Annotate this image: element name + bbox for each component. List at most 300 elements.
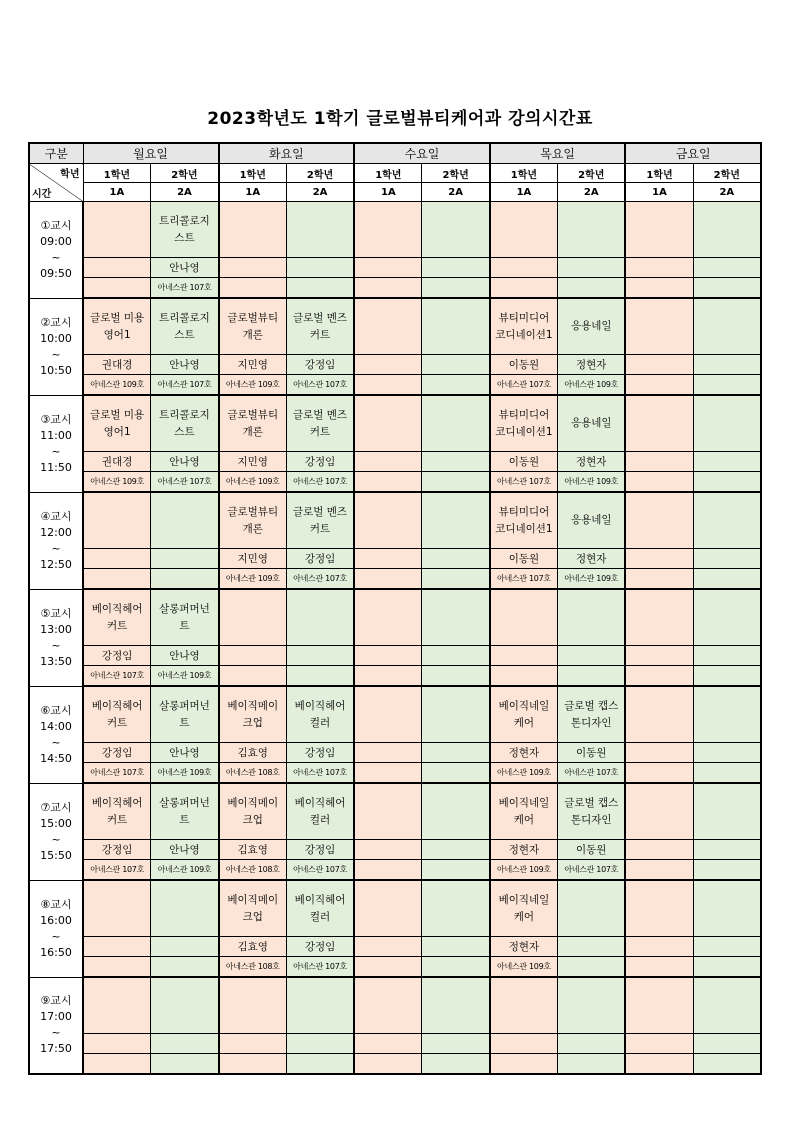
room-cell <box>693 763 761 784</box>
course-cell <box>354 395 422 452</box>
room-cell <box>83 569 151 590</box>
course-cell <box>625 298 693 355</box>
period-course-row <box>29 395 761 452</box>
room-cell: 아네스관 107호 <box>286 860 354 881</box>
year-header: 2학년 <box>558 164 626 183</box>
year-header-row <box>29 164 761 183</box>
professor-cell: 정현자 <box>558 549 626 569</box>
course-cell <box>693 686 761 743</box>
professor-cell <box>558 646 626 666</box>
room-cell <box>693 375 761 396</box>
course-cell <box>422 686 490 743</box>
class-header: 1A <box>83 183 151 202</box>
course-cell <box>354 880 422 937</box>
professor-cell: 이동원 <box>490 452 558 472</box>
course-cell <box>422 977 490 1034</box>
period-sep: ~ <box>51 832 61 846</box>
period-time-cell <box>29 880 83 977</box>
course-cell <box>693 589 761 646</box>
professor-cell <box>625 452 693 472</box>
course-cell <box>286 977 354 1034</box>
course-cell: 베이직네일 케어 <box>490 686 558 743</box>
course-cell <box>422 783 490 840</box>
course-cell: 글로벌 캡스 톤디자인 <box>558 783 626 840</box>
course-cell: 글로벌뷰티 개론 <box>219 395 287 452</box>
period-sep: ~ <box>51 638 61 652</box>
room-cell <box>354 278 422 299</box>
period-time-cell <box>29 395 83 492</box>
course-cell <box>625 492 693 549</box>
course-cell: 베이직네일 케어 <box>490 783 558 840</box>
room-cell: 아네스관 108호 <box>219 860 287 881</box>
professor-cell: 강정임 <box>286 743 354 763</box>
year-header: 1학년 <box>490 164 558 183</box>
professor-cell: 안나영 <box>151 743 219 763</box>
class-header-row <box>29 183 761 202</box>
period-prof-row <box>29 258 761 278</box>
class-header: 1A <box>219 183 287 202</box>
professor-cell <box>625 355 693 375</box>
room-cell: 아네스관 109호 <box>490 860 558 881</box>
class-header: 2A <box>151 183 219 202</box>
period-room-row <box>29 569 761 590</box>
room-cell <box>151 957 219 978</box>
room-cell: 아네스관 108호 <box>219 763 287 784</box>
professor-cell <box>625 1034 693 1054</box>
year-axis-label: 학년 <box>60 169 80 180</box>
professor-cell <box>490 258 558 278</box>
professor-cell <box>83 549 151 569</box>
room-cell: 아네스관 109호 <box>558 472 626 493</box>
room-cell: 아네스관 109호 <box>151 860 219 881</box>
room-cell: 아네스관 107호 <box>286 763 354 784</box>
period-sep: ~ <box>51 347 61 361</box>
room-cell <box>558 278 626 299</box>
course-cell <box>354 202 422 258</box>
course-cell <box>693 202 761 258</box>
room-cell <box>354 375 422 396</box>
room-cell <box>354 472 422 493</box>
professor-cell: 지민영 <box>219 549 287 569</box>
professor-cell <box>151 549 219 569</box>
course-cell <box>219 589 287 646</box>
room-cell <box>422 957 490 978</box>
professor-cell <box>558 937 626 957</box>
course-cell <box>625 783 693 840</box>
period-prof-row <box>29 937 761 957</box>
professor-cell <box>693 840 761 860</box>
room-cell <box>286 278 354 299</box>
period-sep: ~ <box>51 1026 61 1040</box>
professor-cell <box>693 355 761 375</box>
room-cell <box>490 1054 558 1075</box>
course-cell <box>354 783 422 840</box>
period-start: 15:00 <box>40 816 72 830</box>
professor-cell <box>286 258 354 278</box>
room-cell <box>625 666 693 687</box>
professor-cell <box>151 937 219 957</box>
course-cell <box>354 589 422 646</box>
room-cell <box>422 569 490 590</box>
professor-cell <box>354 258 422 278</box>
course-cell: 베이직메이 크업 <box>219 686 287 743</box>
professor-cell <box>422 840 490 860</box>
course-cell: 뷰티미디어 코디네이션1 <box>490 492 558 549</box>
professor-cell <box>219 1034 287 1054</box>
professor-cell: 지민영 <box>219 452 287 472</box>
period-start: 11:00 <box>40 428 72 442</box>
period-prof-row <box>29 1034 761 1054</box>
professor-cell: 안나영 <box>151 646 219 666</box>
course-cell: 살롱퍼머넌 트 <box>151 589 219 646</box>
room-cell <box>693 1054 761 1075</box>
period-sep: ~ <box>51 541 61 555</box>
timetable <box>28 142 762 1075</box>
room-cell: 아네스관 107호 <box>286 957 354 978</box>
year-header: 1학년 <box>354 164 422 183</box>
professor-cell <box>625 549 693 569</box>
year-header: 1학년 <box>625 164 693 183</box>
professor-cell: 강정임 <box>83 743 151 763</box>
course-cell: 응용네일 <box>558 298 626 355</box>
professor-cell <box>83 1034 151 1054</box>
year-header: 1학년 <box>219 164 287 183</box>
room-cell <box>422 472 490 493</box>
course-cell: 베이직헤어 컬러 <box>286 783 354 840</box>
course-cell <box>83 202 151 258</box>
room-cell <box>286 1054 354 1075</box>
professor-cell: 정현자 <box>558 355 626 375</box>
course-cell: 베이직헤어 커트 <box>83 783 151 840</box>
course-cell: 뷰티미디어 코디네이션1 <box>490 395 558 452</box>
professor-cell <box>625 258 693 278</box>
room-cell: 아네스관 109호 <box>83 375 151 396</box>
professor-cell: 강정임 <box>286 452 354 472</box>
professor-cell: 강정임 <box>83 840 151 860</box>
year-header: 2학년 <box>422 164 490 183</box>
room-cell: 아네스관 109호 <box>219 375 287 396</box>
period-room-row <box>29 278 761 299</box>
day-header-row <box>29 143 761 164</box>
period-time-cell <box>29 589 83 686</box>
professor-cell <box>625 840 693 860</box>
course-cell: 글로벌 멘즈 커트 <box>286 492 354 549</box>
year-header: 2학년 <box>151 164 219 183</box>
course-cell <box>625 686 693 743</box>
day-header-tue: 화요일 <box>219 143 355 164</box>
course-cell: 글로벌 미용 영어1 <box>83 298 151 355</box>
professor-cell <box>354 840 422 860</box>
course-cell <box>422 880 490 937</box>
class-header: 2A <box>422 183 490 202</box>
course-cell <box>354 298 422 355</box>
course-cell <box>490 977 558 1034</box>
room-cell <box>422 666 490 687</box>
room-cell <box>83 1054 151 1075</box>
course-cell <box>558 880 626 937</box>
period-period: ⑦교시 <box>40 800 72 814</box>
professor-cell <box>422 646 490 666</box>
course-cell <box>558 589 626 646</box>
course-cell <box>693 395 761 452</box>
period-room-row <box>29 375 761 396</box>
room-cell: 아네스관 107호 <box>490 569 558 590</box>
professor-cell <box>490 646 558 666</box>
room-cell <box>354 860 422 881</box>
professor-cell: 이동원 <box>558 840 626 860</box>
professor-cell <box>693 549 761 569</box>
course-cell: 베이직헤어 컬러 <box>286 686 354 743</box>
period-end: 17:50 <box>40 1042 72 1056</box>
period-start: 16:00 <box>40 913 72 927</box>
room-cell: 아네스관 109호 <box>151 763 219 784</box>
period-prof-row <box>29 840 761 860</box>
course-cell <box>693 977 761 1034</box>
period-period: ⑤교시 <box>40 606 72 620</box>
room-cell: 아네스관 107호 <box>83 860 151 881</box>
room-cell: 아네스관 107호 <box>286 472 354 493</box>
period-start: 12:00 <box>40 525 72 539</box>
room-cell <box>354 763 422 784</box>
professor-cell <box>558 258 626 278</box>
professor-cell: 정현자 <box>490 840 558 860</box>
course-cell: 베이직네일 케어 <box>490 880 558 937</box>
professor-cell <box>422 549 490 569</box>
room-cell <box>83 957 151 978</box>
course-cell: 베이직헤어 컬러 <box>286 880 354 937</box>
professor-cell: 이동원 <box>490 355 558 375</box>
period-time-cell <box>29 492 83 589</box>
professor-cell <box>625 743 693 763</box>
period-time-cell <box>29 298 83 395</box>
professor-cell: 정현자 <box>490 743 558 763</box>
time-axis-label: 시간 <box>32 189 52 200</box>
professor-cell: 강정임 <box>286 549 354 569</box>
professor-cell <box>422 452 490 472</box>
day-header-wed: 수요일 <box>354 143 490 164</box>
professor-cell <box>354 452 422 472</box>
professor-cell: 정현자 <box>490 937 558 957</box>
year-header: 2학년 <box>286 164 354 183</box>
period-prof-row <box>29 549 761 569</box>
room-cell: 아네스관 107호 <box>286 375 354 396</box>
course-cell <box>558 202 626 258</box>
professor-cell <box>693 646 761 666</box>
course-cell <box>693 298 761 355</box>
room-cell: 아네스관 107호 <box>151 278 219 299</box>
professor-cell: 강정임 <box>286 355 354 375</box>
room-cell: 아네스관 107호 <box>490 472 558 493</box>
period-period: ④교시 <box>40 509 72 523</box>
period-room-row <box>29 763 761 784</box>
professor-cell <box>490 1034 558 1054</box>
course-cell: 글로벌 멘즈 커트 <box>286 298 354 355</box>
professor-cell: 김효영 <box>219 743 287 763</box>
course-cell: 글로벌 캡스 톤디자인 <box>558 686 626 743</box>
course-cell <box>625 395 693 452</box>
professor-cell: 지민영 <box>219 355 287 375</box>
room-cell: 아네스관 107호 <box>151 375 219 396</box>
professor-cell: 강정임 <box>286 937 354 957</box>
course-cell <box>422 298 490 355</box>
period-prof-row <box>29 355 761 375</box>
room-cell <box>625 1054 693 1075</box>
room-cell: 아네스관 109호 <box>490 763 558 784</box>
room-cell <box>422 278 490 299</box>
course-cell: 글로벌뷰티 개론 <box>219 298 287 355</box>
day-header-fri: 금요일 <box>625 143 761 164</box>
professor-cell: 이동원 <box>490 549 558 569</box>
course-cell: 응용네일 <box>558 492 626 549</box>
page-title: 2023학년도 1학기 글로벌뷰티케어과 강의시간표 <box>207 109 593 129</box>
day-header-thu: 목요일 <box>490 143 626 164</box>
professor-cell <box>558 1034 626 1054</box>
period-prof-row <box>29 646 761 666</box>
period-prof-row <box>29 452 761 472</box>
period-start: 09:00 <box>40 234 72 248</box>
period-period: ⑥교시 <box>40 703 72 717</box>
room-cell <box>219 1054 287 1075</box>
room-cell <box>354 666 422 687</box>
class-header: 2A <box>286 183 354 202</box>
period-room-row <box>29 472 761 493</box>
professor-cell <box>422 1034 490 1054</box>
course-cell <box>625 202 693 258</box>
professor-cell <box>219 646 287 666</box>
course-cell: 살롱퍼머넌 트 <box>151 686 219 743</box>
course-cell <box>354 686 422 743</box>
professor-cell <box>693 743 761 763</box>
professor-cell <box>693 1034 761 1054</box>
period-end: 10:50 <box>40 363 72 377</box>
course-cell: 베이직헤어 커트 <box>83 686 151 743</box>
room-cell <box>490 666 558 687</box>
period-end: 15:50 <box>40 848 72 862</box>
professor-cell: 강정임 <box>83 646 151 666</box>
room-cell <box>625 860 693 881</box>
course-cell <box>625 977 693 1034</box>
period-period: ⑨교시 <box>40 994 72 1008</box>
course-cell <box>151 880 219 937</box>
period-course-row <box>29 686 761 743</box>
period-course-row <box>29 298 761 355</box>
period-period: ③교시 <box>40 412 72 426</box>
course-cell <box>422 589 490 646</box>
course-cell <box>625 589 693 646</box>
room-cell <box>558 666 626 687</box>
professor-cell <box>286 1034 354 1054</box>
course-cell <box>83 492 151 549</box>
period-start: 13:00 <box>40 622 72 636</box>
course-cell <box>151 977 219 1034</box>
period-end: 12:50 <box>40 557 72 571</box>
professor-cell: 안나영 <box>151 840 219 860</box>
room-cell <box>490 278 558 299</box>
professor-cell <box>693 937 761 957</box>
room-cell <box>354 569 422 590</box>
period-sep: ~ <box>51 929 61 943</box>
room-cell <box>83 278 151 299</box>
professor-cell <box>354 646 422 666</box>
course-cell <box>693 880 761 937</box>
professor-cell: 김효영 <box>219 937 287 957</box>
class-header: 1A <box>625 183 693 202</box>
room-cell <box>625 957 693 978</box>
period-end: 13:50 <box>40 654 72 668</box>
course-cell: 살롱퍼머넌 트 <box>151 783 219 840</box>
course-cell: 트리콜로지 스트 <box>151 202 219 258</box>
room-cell: 아네스관 107호 <box>83 666 151 687</box>
year-header: 1학년 <box>83 164 151 183</box>
period-prof-row <box>29 743 761 763</box>
period-end: 11:50 <box>40 460 72 474</box>
room-cell: 아네스관 107호 <box>286 569 354 590</box>
room-cell: 아네스관 109호 <box>219 472 287 493</box>
room-cell <box>693 957 761 978</box>
room-cell <box>151 569 219 590</box>
room-cell <box>354 957 422 978</box>
professor-cell: 강정임 <box>286 840 354 860</box>
course-cell <box>625 880 693 937</box>
course-cell: 베이직헤어 커트 <box>83 589 151 646</box>
professor-cell <box>219 258 287 278</box>
professor-cell: 이동원 <box>558 743 626 763</box>
room-cell <box>625 763 693 784</box>
course-cell: 글로벌뷰티 개론 <box>219 492 287 549</box>
period-course-row <box>29 977 761 1034</box>
course-cell: 글로벌 멘즈 커트 <box>286 395 354 452</box>
room-cell <box>625 278 693 299</box>
room-cell <box>693 472 761 493</box>
room-cell <box>219 666 287 687</box>
course-cell <box>693 783 761 840</box>
room-cell: 아네스관 109호 <box>558 375 626 396</box>
period-time-cell <box>29 783 83 880</box>
course-cell <box>693 492 761 549</box>
professor-cell <box>354 937 422 957</box>
period-end: 09:50 <box>40 266 72 280</box>
period-course-row <box>29 783 761 840</box>
room-cell <box>693 860 761 881</box>
room-cell: 아네스관 109호 <box>83 472 151 493</box>
course-cell <box>286 202 354 258</box>
room-cell <box>693 666 761 687</box>
professor-cell: 권대경 <box>83 452 151 472</box>
period-time-cell <box>29 202 83 299</box>
room-cell <box>693 569 761 590</box>
course-cell <box>354 492 422 549</box>
course-cell <box>422 492 490 549</box>
professor-cell <box>286 646 354 666</box>
room-cell: 아네스관 107호 <box>558 860 626 881</box>
course-cell <box>422 395 490 452</box>
professor-cell <box>354 1034 422 1054</box>
professor-cell: 권대경 <box>83 355 151 375</box>
course-cell: 뷰티미디어 코디네이션1 <box>490 298 558 355</box>
room-cell <box>422 375 490 396</box>
professor-cell: 안나영 <box>151 452 219 472</box>
course-cell <box>286 589 354 646</box>
course-cell <box>219 977 287 1034</box>
period-start: 14:00 <box>40 719 72 733</box>
room-cell <box>558 957 626 978</box>
professor-cell <box>693 452 761 472</box>
professor-cell: 안나영 <box>151 355 219 375</box>
gubun-header: 구분 <box>29 143 83 164</box>
period-start: 17:00 <box>40 1010 72 1024</box>
period-period: ⑧교시 <box>40 897 72 911</box>
corner-diagonal-cell <box>29 164 83 202</box>
